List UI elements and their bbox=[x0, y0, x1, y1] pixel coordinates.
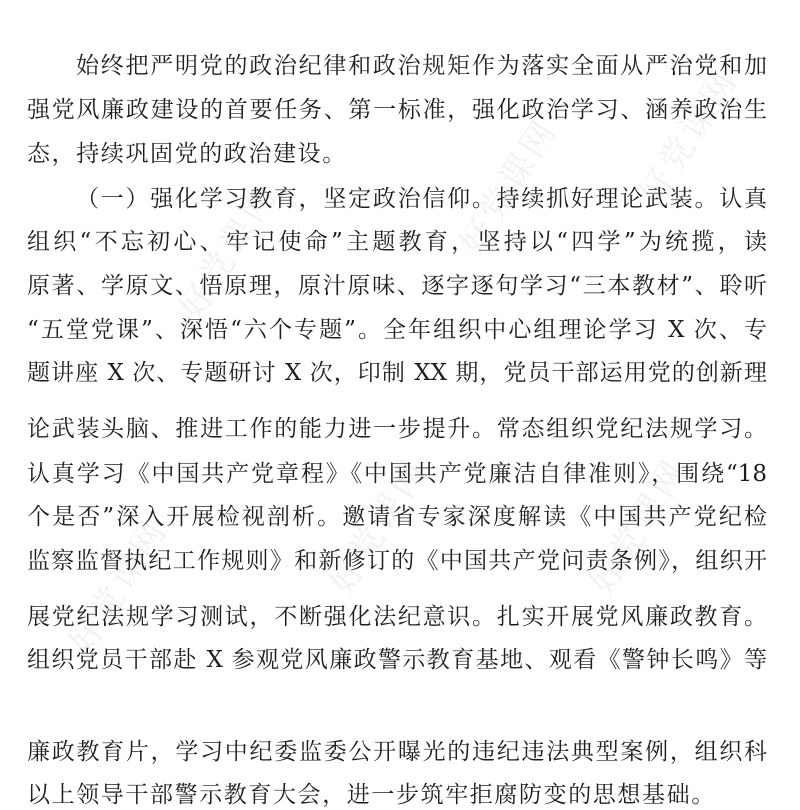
watermark-text: 好党课网 bbox=[321, 451, 437, 602]
paragraph-line: “五堂党课”、深悟“六个专题”。全年组织中心组理论学习 X 次、专 bbox=[27, 317, 767, 343]
paragraph-line: 始终把严明党的政治纪律和政治规矩作为落实全面从严治党和加 bbox=[76, 53, 767, 79]
paragraph-line: 态，持续巩固党的政治建设。 bbox=[27, 141, 347, 167]
section-heading-line: （一）强化学习教育，坚定政治信仰。持续抓好理论武装。认真 bbox=[76, 186, 767, 212]
paragraph-line: 认真学习《中国共产党章程》《中国共产党廉洁自律准则》，围绕“18 bbox=[27, 461, 767, 487]
watermark-text: 好党课网 bbox=[171, 176, 287, 327]
watermark-text: 好党课网 bbox=[61, 511, 177, 662]
paragraph-line: 题讲座 X 次、专题研讨 X 次，印制 XX 期，党员干部运用党的创新理 bbox=[27, 360, 767, 386]
watermark-text: 好党课网 bbox=[631, 61, 747, 212]
paragraph-line: 个是否”深入开展检视剖析。邀请省专家深度解读《中国共产党纪检 bbox=[27, 504, 767, 530]
paragraph-line: 展党纪法规学习测试，不断强化法纪意识。扎实开展党风廉政教育。 bbox=[27, 604, 767, 630]
paragraph-line: 廉政教育片，学习中纪委监委公开曝光的违纪违法典型案例，组织科 bbox=[27, 739, 767, 765]
paragraph-line: 强党风廉政建设的首要任务、第一标准，强化政治学习、涵养政治生 bbox=[27, 97, 767, 123]
paragraph-line: 组织“不忘初心、牢记使命”主题教育，坚持以“四学”为统揽，读 bbox=[27, 229, 767, 255]
paragraph-line: 论武装头脑、推进工作的能力进一步提升。常态组织党纪法规学习。 bbox=[27, 416, 767, 442]
watermark-text: 好党课网 bbox=[581, 451, 697, 602]
paragraph-line: 监察监督执纪工作规则》和新修订的《中国共产党问责条例》，组织开 bbox=[27, 548, 767, 574]
paragraph-line: 组织党员干部赴 X 参观党风廉政警示教育基地、观看《警钟长鸣》等 bbox=[27, 647, 767, 673]
watermark-text: 好党课网 bbox=[451, 111, 567, 262]
paragraph-line: 原著、学原文、悟原理，原汁原味、逐字逐句学习“三本教材”、聆听 bbox=[27, 273, 767, 299]
paragraph-line: 以上领导干部警示教育大会，进一步筑牢拒腐防变的思想基础。 bbox=[27, 782, 716, 808]
